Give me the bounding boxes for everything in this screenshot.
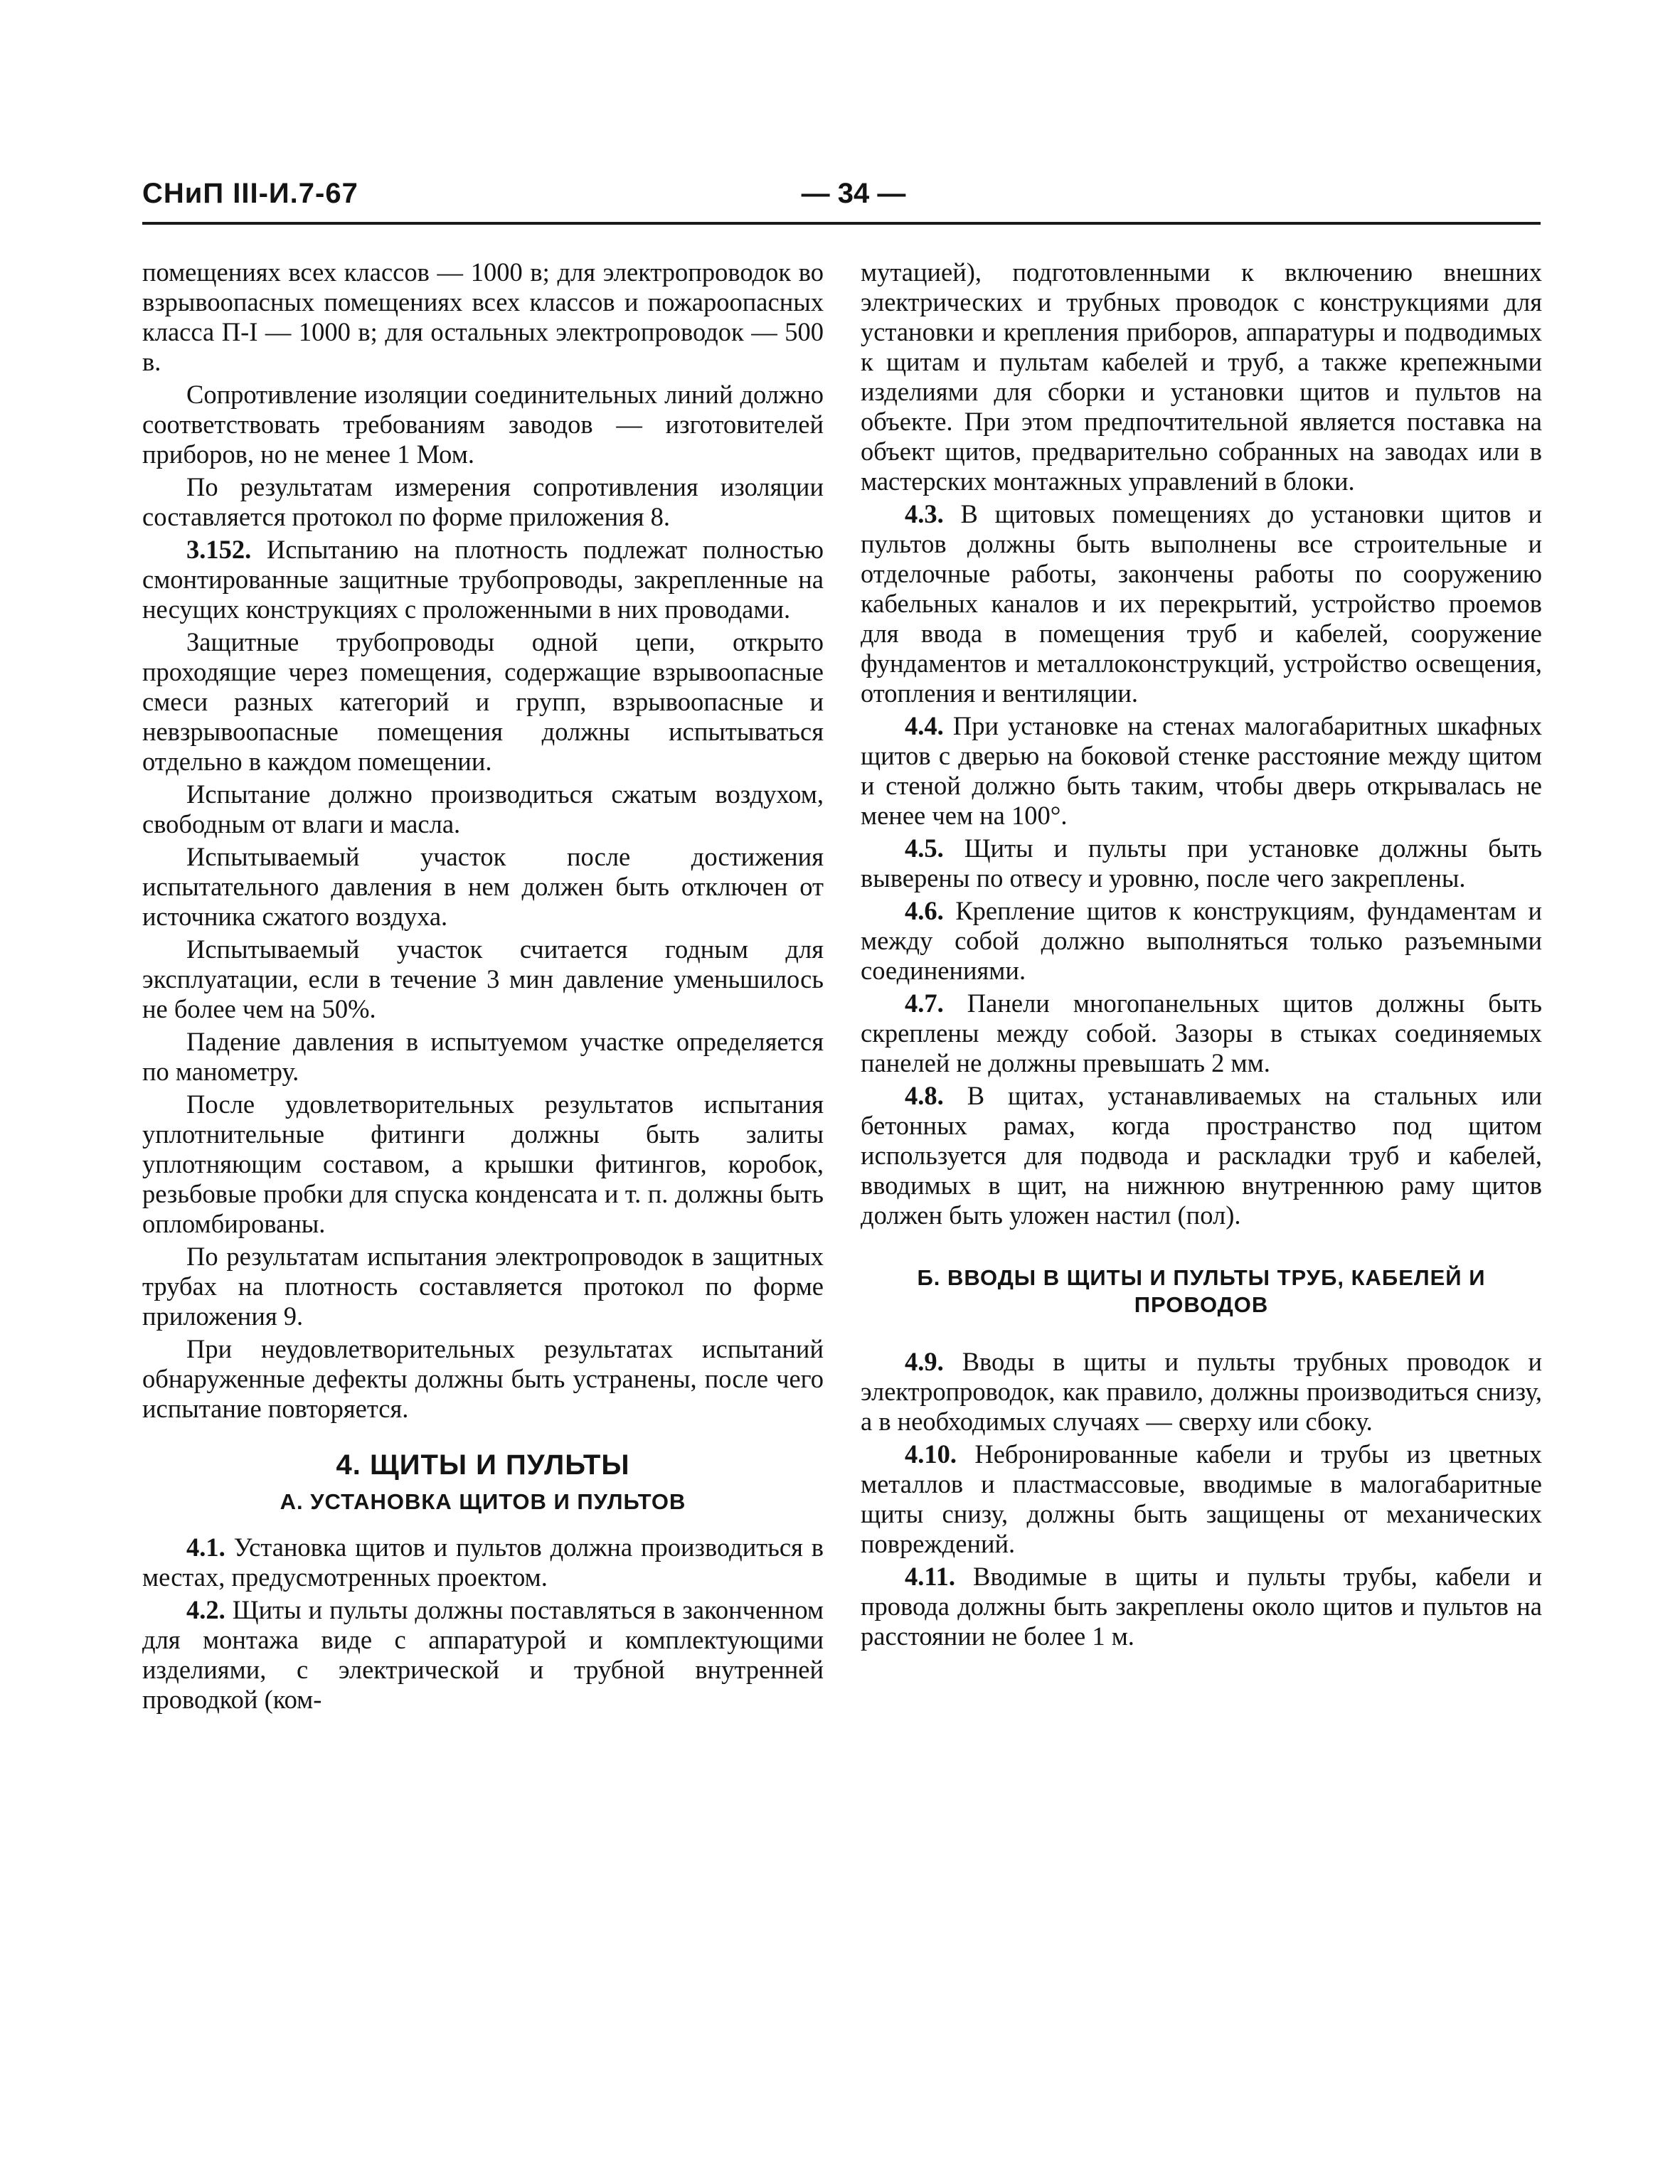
clause-text: Вводимые в щиты и пульты трубы, кабели и провода должны быть закреплены около щитов и пультов на расстоянии не более 1 м. bbox=[861, 1562, 1542, 1651]
clause-number: 4.10. bbox=[905, 1439, 957, 1469]
clause-text: Установка щитов и пультов должна производиться в местах, предусмотренных проектом. bbox=[142, 1533, 824, 1592]
clause-text: Щиты и пульты при установке должны быть выверены по отвесу и уровню, после чего закреплены. bbox=[861, 833, 1542, 893]
clause-text: В щитовых помещениях до установки щитов и пультов должны быть выполнены все строительные и отделочные работы, закончены работы по сооружению кабельных каналов и их перекрытий, устройство проемов для ввода в помещения труб и кабелей, сооружение фундаментов и металлоконструкций, устройство освещения, отопления и вентиляции. bbox=[861, 499, 1542, 708]
clause-text: Испытанию на плотность подлежат полностью смонтированные защитные трубопроводы, закрепленные на несущих конструкциях с проложенными в них проводами. bbox=[142, 535, 824, 624]
clause-number: 4.1. bbox=[186, 1533, 225, 1562]
clause-number: 4.7. bbox=[905, 989, 944, 1018]
clause-number: 4.4. bbox=[905, 711, 944, 740]
clause-4-2 bbox=[142, 1595, 824, 1715]
section-title: 4. ЩИТЫ И ПУЛЬТЫ bbox=[336, 1449, 630, 1481]
paragraph: Защитные трубопроводы одной цепи, открыто проходящие через помещения, содержащие взрывоопасные смеси разных категорий и групп, взрывоопасные и невзрывоопасные помещения должны испытываться отдельно в каждом помещении. bbox=[142, 627, 824, 776]
paragraph: Испытываемый участок считается годным для эксплуатации, если в течение 3 мин давление уменьшилось не более чем на 50%. bbox=[142, 934, 824, 1023]
paragraph: Испытание должно производиться сжатым воздухом, свободным от влаги и масла. bbox=[142, 779, 824, 838]
right-column bbox=[861, 257, 1542, 1654]
clause-4-4 bbox=[861, 711, 1542, 831]
clause-number: 4.2. bbox=[186, 1595, 225, 1624]
clause-4-9 bbox=[861, 1347, 1542, 1437]
paragraph: После удовлетворительных результатов испытания уплотнительные фитинги должны быть залиты уплотняющим составом, а крышки фитингов, коробок, резьбовые пробки для спуска конденсата и т. п. должны быть опломбированы. bbox=[142, 1090, 824, 1238]
clause-4-11 bbox=[861, 1562, 1542, 1651]
page-number: — 34 — bbox=[801, 178, 906, 209]
document-code: СНиП III-И.7-67 bbox=[142, 178, 358, 209]
clause-text: Небронированные кабели и трубы из цветных металлов и пластмассовые, вводимые в малогабаритные щиты снизу, должны быть защищены от механических повреждений. bbox=[861, 1439, 1542, 1558]
paragraph: Испытываемый участок после достижения испытательного давления в нем должен быть отключен от источника сжатого воздуха. bbox=[142, 842, 824, 931]
clause-number: 3.152. bbox=[186, 535, 252, 564]
clause-4-7 bbox=[861, 989, 1542, 1078]
header-rule bbox=[142, 222, 1541, 225]
clause-3-152 bbox=[142, 535, 824, 624]
clause-number: 4.3. bbox=[905, 499, 944, 528]
clause-number: 4.8. bbox=[905, 1081, 944, 1110]
clause-number: 4.9. bbox=[905, 1347, 944, 1376]
clause-4-3 bbox=[861, 499, 1542, 708]
clause-text: Щиты и пульты должны поставляться в законченном для монтажа виде с аппаратурой и комплектующими изделиями, с электрической и трубной внутренней проводкой (ком- bbox=[142, 1595, 824, 1714]
paragraph: мутацией), подготовленными к включению внешних электрических и трубных проводок с конструкциями для установки и крепления приборов, аппаратуры и подводимых к щитам и пультам кабелей и труб, а также крепежными изделиями для сборки и установки щитов и пультов на объекте. При этом предпочтительной является поставка на объект щитов, предварительно собранных на заводах или в мастерских монтажных управлений в блоки. bbox=[861, 257, 1542, 496]
clause-4-1 bbox=[142, 1533, 824, 1592]
clause-number: 4.6. bbox=[905, 896, 944, 925]
clause-number: 4.5. bbox=[905, 833, 944, 863]
clause-text: Крепление щитов к конструкциям, фундаментам и между собой должно выполняться только разъемными соединениями. bbox=[861, 896, 1542, 985]
clause-text: Панели многопанельных щитов должны быть скреплены между собой. Зазоры в стыках соединяемых панелей не должны превышать 2 мм. bbox=[861, 989, 1542, 1077]
subsection-title-a: А. УСТАНОВКА ЩИТОВ И ПУЛЬТОВ bbox=[280, 1489, 686, 1514]
clause-text: При установке на стенах малогабаритных шкафных щитов с дверью на боковой стенке расстояние между щитом и стеной должно быть таким, чтобы дверь открывалась не менее чем на 100°. bbox=[861, 711, 1542, 830]
paragraph: Падение давления в испытуемом участке определяется по манометру. bbox=[142, 1027, 824, 1086]
clause-text: Вводы в щиты и пульты трубных проводок и электропроводок, как правило, должны производиться снизу, а в необходимых случаях — сверху или сбоку. bbox=[861, 1347, 1542, 1436]
clause-4-8 bbox=[861, 1081, 1542, 1230]
left-column bbox=[142, 257, 824, 1717]
clause-text: В щитах, устанавливаемых на стальных или бетонных рамах, когда пространство под щитом используется для подвода и раскладки труб и кабелей, вводимых в щит, на нижнюю внутреннюю раму щитов должен быть уложен настил (пол). bbox=[861, 1081, 1542, 1230]
page-header bbox=[142, 178, 1541, 218]
paragraph: По результатам измерения сопротивления изоляции составляется протокол по форме приложения 8. bbox=[142, 472, 824, 531]
clause-4-5 bbox=[861, 833, 1542, 893]
paragraph: При неудовлетворительных результатах испытаний обнаруженные дефекты должны быть устранены, после чего испытание повторяется. bbox=[142, 1334, 824, 1423]
paragraph: Сопротивление изоляции соединительных линий должно соответствовать требованиям заводов — изготовителей приборов, но не менее 1 Мом. bbox=[142, 380, 824, 469]
paragraph: По результатам испытания электропроводок в защитных трубах на плотность составляется протокол по форме приложения 9. bbox=[142, 1242, 824, 1331]
subsection-title-b: Б. ВВОДЫ В ЩИТЫ И ПУЛЬТЫ ТРУБ, КАБЕЛЕЙ И ПРОВОДОВ bbox=[917, 1265, 1486, 1317]
paragraph: помещениях всех классов — 1000 в; для электропроводок во взрывоопасных помещениях всех классов и пожароопасных класса П-I — 1000 в; для остальных электропроводок — 500 в. bbox=[142, 257, 824, 376]
clause-4-6 bbox=[861, 896, 1542, 986]
clause-number: 4.11. bbox=[905, 1562, 955, 1591]
clause-4-10 bbox=[861, 1439, 1542, 1559]
